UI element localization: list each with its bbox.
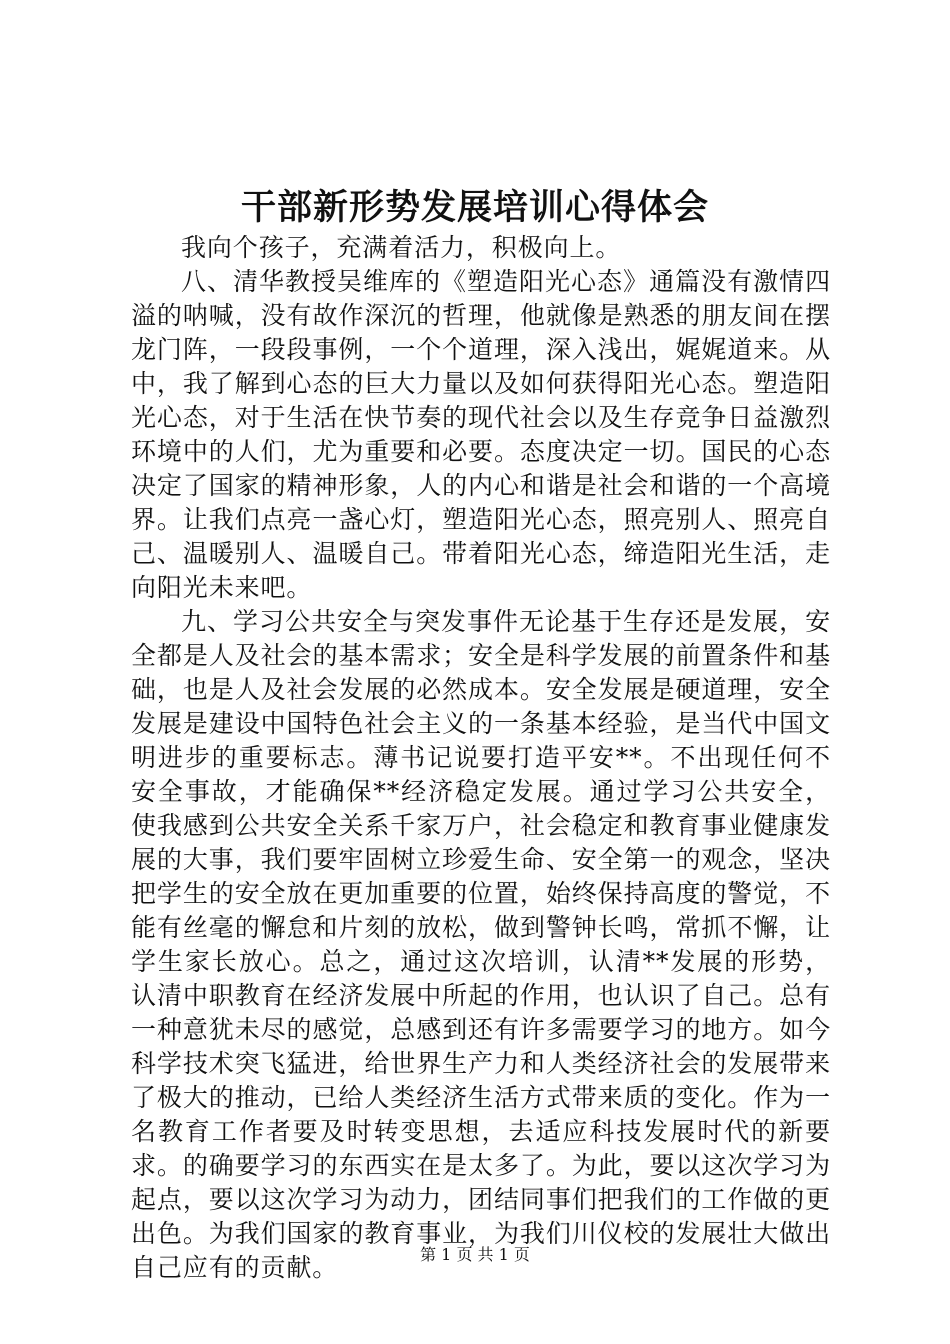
paragraph-section-nine: 九、学习公共安全与突发事件无论基于生存还是发展，安全都是人及社会的基本需求；安全是科学发展的前置条件和基础，也是人及社会发展的必然成本。安全发展是硬道理，安全发展是建设中国特色社会主义的一条基本经验，是当代中国文明进步的重要标志。薄书记说要打造平安**。不出现任何不安全事故，才能确保**经济稳定发展。通过学习公共安全，使我感到公共安全关系千家万户，社会稳定和教育事业健康发展的大事，我们要牢固树立珍爱生命、安全第一的观念，坚决把学生的安全放在更加重要的位置，始终保持高度的警觉，不能有丝毫的懈怠和片刻的放松，做到警钟长鸣，常抓不懈，让学生家长放心。总之，通过这次培训，认清**发展的形势，认清中职教育在经济发展中所起的作用，也认识了自己。总有一种意犹未尽的感觉，总感到还有许多需要学习的地方。如今科学技术突飞猛进，给世界生产力和人类经济社会的发展带来了极大的推动，已给人类经济生活方式带来质的变化。作为一名教育工作者要及时转变思想，去适应科技发展时代的新要求。的确要学习的东西实在是太多了。为此，要以这次学习为起点，要以这次学习为动力，团结同事们把我们的工作做的更出色。为我们国家的教育事业，为我们川仪校的发展壮大做出自己应有的贡献。 <box>131 607 831 1282</box>
paragraph-section-eight: 八、清华教授吴维库的《塑造阳光心态》通篇没有激情四溢的呐喊，没有故作深沉的哲理，他就像是熟悉的朋友间在摆龙门阵，一段段事例，一个个道理，深入浅出，娓娓道来。从中，我了解到心态的巨大力量以及如何获得阳光心态。塑造阳光心态，对于生活在快节奏的现代社会以及生存竞争日益激烈环境中的人们，尤为重要和必要。态度决定一切。国民的心态决定了国家的精神形象，人的内心和谐是社会和谐的一个高境界。让我们点亮一盏心灯，塑造阳光心态，照亮别人、照亮自己、温暖别人、温暖自己。带着阳光心态，缔造阳光生活，走向阳光未来吧。 <box>131 267 831 602</box>
document-body <box>131 231 831 1285</box>
page-footer: 第 1 页 共 1 页 <box>420 1245 530 1264</box>
paragraph-intro: 我向个孩子，充满着活力，积极向上。 <box>181 233 622 262</box>
document-title: 干部新形势发展培训心得体会 <box>240 187 709 228</box>
